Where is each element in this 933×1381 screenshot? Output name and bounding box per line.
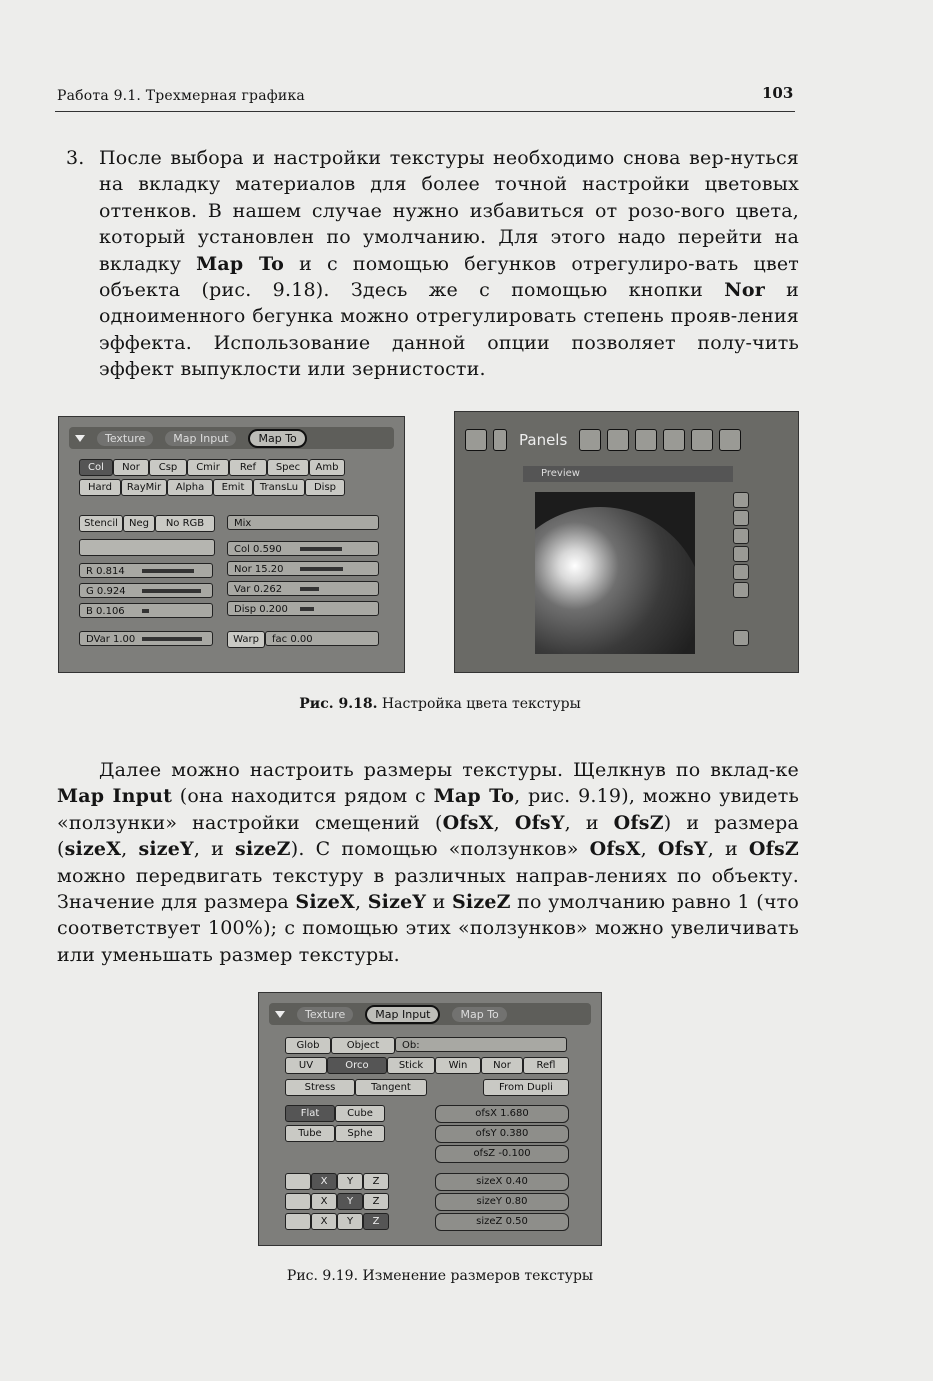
tangent-button[interactable]: Tangent (355, 1079, 427, 1096)
slider-fill (142, 609, 149, 613)
slider-label: Nor 15.20 (234, 564, 284, 575)
slider-fill (300, 547, 342, 551)
figure-9-18-preview-panel (454, 411, 799, 673)
tab-map-input[interactable]: Map Input (165, 431, 236, 446)
tab-map-input[interactable]: Map Input (365, 1005, 440, 1024)
slider-label: Var 0.262 (234, 584, 283, 595)
bold-term: sizeY (138, 838, 194, 861)
col-slider[interactable] (227, 541, 379, 556)
axis-y-button[interactable]: Y (337, 1173, 363, 1190)
orco-button[interactable]: Orco (327, 1057, 387, 1074)
bold-term: SizeY (367, 891, 427, 914)
stress-button[interactable]: Stress (285, 1079, 355, 1096)
figure-9-18-caption (180, 696, 700, 712)
item-number: 3. (66, 147, 85, 169)
sizez-field[interactable]: sizeZ 0.50 (435, 1213, 569, 1231)
scene-icon[interactable] (719, 429, 741, 451)
text-run: После выбора и настройки текстуры необходимо снова вер-нуться на вкладку материалов для более точной настройки цветовых оттенков. В нашем случае нужно избавиться от розо-вого цвета, который установлен по умолчанию. Для этого надо перейти на вкладку (99, 147, 799, 275)
uv-button[interactable]: UV (285, 1057, 327, 1074)
sphe-button[interactable]: Sphe (335, 1125, 385, 1142)
preview-type-icon[interactable] (733, 492, 749, 508)
axis-x-button[interactable]: X (311, 1173, 337, 1190)
ofsx-field[interactable]: ofsX 1.680 (435, 1105, 569, 1123)
axis-z-button[interactable]: Z (363, 1213, 389, 1230)
figure-9-19-caption: Рис. 9.19. Изменение размеров текстуры (286, 1268, 594, 1284)
slider-fill (300, 607, 314, 611)
text-run: и с помощью бегунков отрегулиро-вать цвет объекта (рис. 9.18). Здесь же с помощью кнопки (99, 252, 799, 302)
caption-label: Рис. 9.18. (299, 696, 378, 712)
preview-sphere (535, 507, 695, 654)
text-run: , (354, 891, 368, 914)
object-name-field[interactable] (395, 1037, 567, 1052)
nor-button[interactable]: Nor (481, 1057, 523, 1074)
object-button[interactable]: Object (331, 1037, 395, 1054)
preview-type-icon[interactable] (733, 564, 749, 580)
slider-label: R 0.814 (86, 566, 125, 577)
hard-button[interactable]: Hard (79, 479, 121, 496)
bold-term: OfsY (657, 838, 708, 861)
shading-icon[interactable] (635, 429, 657, 451)
bold-term: Nor (724, 279, 765, 302)
slider-fill (300, 567, 343, 571)
axis-x-button[interactable]: X (311, 1193, 337, 1210)
cube-button[interactable]: Cube (335, 1105, 385, 1122)
text-run: , (640, 838, 658, 861)
axis-z-button[interactable]: Z (363, 1173, 389, 1190)
page-number: 103 (762, 84, 794, 102)
stick-button[interactable]: Stick (387, 1057, 435, 1074)
nor-slider[interactable] (227, 561, 379, 576)
amb-button[interactable]: Amb (309, 459, 345, 476)
sizex-field[interactable]: sizeX 0.40 (435, 1173, 569, 1191)
ofsz-field[interactable]: ofsZ -0.100 (435, 1145, 569, 1163)
sizey-field[interactable]: sizeY 0.80 (435, 1193, 569, 1211)
axis-y-button[interactable]: Y (337, 1213, 363, 1230)
disp-slider[interactable] (227, 601, 379, 616)
dvar-slider[interactable] (79, 631, 213, 646)
text-run: по умолчанию равно 1 (что соответствует 100%); с помощью этих «ползунков» можно увеличивать или уменьшать размер текстуры. (57, 891, 800, 966)
preview-type-icon[interactable] (733, 546, 749, 562)
caption-text: Настройка цвета текстуры (377, 696, 581, 712)
text-run: (она находится рядом с (172, 785, 434, 808)
preview-title: Preview (541, 468, 580, 479)
item-3-paragraph (66, 145, 799, 383)
slider-label: G 0.924 (86, 586, 126, 597)
text-run: , и (564, 811, 614, 834)
text-run: можно передвигать текстуру в различных направ-лениях по объекту. Значение для размера (57, 864, 799, 914)
warp-button[interactable]: Warp (227, 631, 265, 648)
no-rgb-button[interactable]: No RGB (155, 515, 215, 532)
refresh-preview-icon[interactable] (733, 630, 749, 646)
logic-icon[interactable] (579, 429, 601, 451)
dvar-fill (142, 637, 202, 641)
tab-texture[interactable]: Texture (297, 1007, 353, 1022)
r-slider[interactable] (79, 563, 213, 578)
preview-type-icon[interactable] (733, 510, 749, 526)
axis-z-button[interactable]: Z (363, 1193, 389, 1210)
ref-button[interactable]: Ref (229, 459, 267, 476)
editing-icon[interactable] (691, 429, 713, 451)
color-swatch[interactable] (79, 539, 215, 556)
disp-button[interactable]: Disp (305, 479, 345, 496)
axis-x-button[interactable]: X (311, 1213, 337, 1230)
script-icon[interactable] (607, 429, 629, 451)
tab-map-to[interactable]: Map To (248, 429, 306, 448)
bold-term: SizeZ (452, 891, 511, 914)
preview-type-icon[interactable] (733, 528, 749, 544)
editor-type-icon[interactable] (465, 429, 487, 451)
stencil-button[interactable]: Stencil (79, 515, 123, 532)
axis-y-button[interactable]: Y (337, 1193, 363, 1210)
ofsy-field[interactable]: ofsY 0.380 (435, 1125, 569, 1143)
text-run: , и (707, 838, 749, 861)
panel-tabs (269, 1003, 591, 1025)
win-button[interactable]: Win (435, 1057, 481, 1074)
neg-button[interactable]: Neg (123, 515, 155, 532)
warp-fac-slider[interactable] (265, 631, 379, 646)
slider-label: Disp 0.200 (234, 604, 288, 615)
bold-term: OfsY (514, 811, 565, 834)
panels-toolbar (465, 424, 788, 456)
collapse-triangle-icon[interactable] (75, 435, 85, 442)
alpha-button[interactable]: Alpha (167, 479, 213, 496)
csp-button[interactable]: Csp (149, 459, 187, 476)
bold-term: SizeX (295, 891, 355, 914)
collapse-triangle-icon[interactable] (275, 1011, 285, 1018)
refl-button[interactable]: Refl (523, 1057, 569, 1074)
blend-mode-select[interactable] (227, 515, 379, 530)
emit-button[interactable]: Emit (213, 479, 253, 496)
slider-label: B 0.106 (86, 606, 125, 617)
text-run: , (121, 838, 139, 861)
tube-button[interactable]: Tube (285, 1125, 335, 1142)
axis-none-button[interactable] (285, 1213, 311, 1230)
preview-header (523, 466, 733, 482)
text-run: , рис. 9.19), можно увидеть «ползунки» настройки смещений ( (57, 785, 800, 834)
text-run: ) и размера ( (57, 811, 799, 861)
text-run: и одноименного бегунка можно отрегулировать степень прояв-ления эффекта. Использование данной опции позволяет полу-чить эффект выпуклости или зернистости. (99, 279, 799, 381)
bold-term: OfsX (442, 811, 494, 834)
text-run: , и (193, 838, 236, 861)
slider-fill (142, 569, 194, 573)
warp-fac-label: fac 0.00 (272, 634, 313, 645)
slider-fill (300, 587, 319, 591)
menu-arrow-icon[interactable] (493, 429, 507, 451)
flat-button[interactable]: Flat (285, 1105, 335, 1122)
axis-none-button[interactable] (285, 1193, 311, 1210)
slider-fill (142, 589, 201, 593)
material-preview (535, 492, 695, 654)
spec-button[interactable]: Spec (267, 459, 309, 476)
from-dupli-button[interactable]: From Dupli (483, 1079, 569, 1096)
text-run: ). С помощью «ползунков» (290, 838, 590, 861)
header-rule (55, 111, 795, 112)
text-run: Далее можно настроить размеры текстуры. Щелкнув по вклад-ке (99, 759, 799, 781)
bold-term: Map Input (57, 785, 173, 808)
bold-term: sizeZ (235, 838, 291, 861)
nor-button[interactable]: Nor (113, 459, 149, 476)
axis-none-button[interactable] (285, 1173, 311, 1190)
figure-9-18-map-to-panel (58, 416, 405, 673)
bold-term: OfsZ (748, 838, 799, 861)
bold-term: Map To (433, 785, 515, 808)
b-slider[interactable] (79, 603, 213, 618)
glob-button[interactable]: Glob (285, 1037, 331, 1054)
bold-term: sizeX (64, 838, 122, 861)
panel-tabs (69, 427, 394, 449)
bold-term: OfsX (589, 838, 641, 861)
bold-term: OfsZ (613, 811, 664, 834)
slider-label: Col 0.590 (234, 544, 282, 555)
text-run: , (493, 811, 515, 834)
blend-mode-value: Mix (234, 518, 252, 529)
translu-button[interactable]: TransLu (253, 479, 305, 496)
raymir-button[interactable]: RayMir (121, 479, 167, 496)
var-slider[interactable] (227, 581, 379, 596)
preview-type-icon[interactable] (733, 582, 749, 598)
object-field-label: Ob: (402, 1040, 420, 1051)
dvar-label: DVar 1.00 (86, 634, 136, 645)
bold-term: Map To (196, 252, 285, 275)
text-run: и (426, 891, 452, 914)
figure-9-19-map-input-panel (258, 992, 602, 1246)
tab-map-to[interactable]: Map To (452, 1007, 506, 1022)
map-input-paragraph (57, 757, 799, 968)
object-icon[interactable] (663, 429, 685, 451)
g-slider[interactable] (79, 583, 213, 598)
tab-texture[interactable]: Texture (97, 431, 153, 446)
panels-label: Panels (519, 431, 568, 449)
cmir-button[interactable]: Cmir (187, 459, 229, 476)
col-button[interactable]: Col (79, 459, 113, 476)
running-header: Работа 9.1. Трехмерная графика (57, 88, 305, 104)
